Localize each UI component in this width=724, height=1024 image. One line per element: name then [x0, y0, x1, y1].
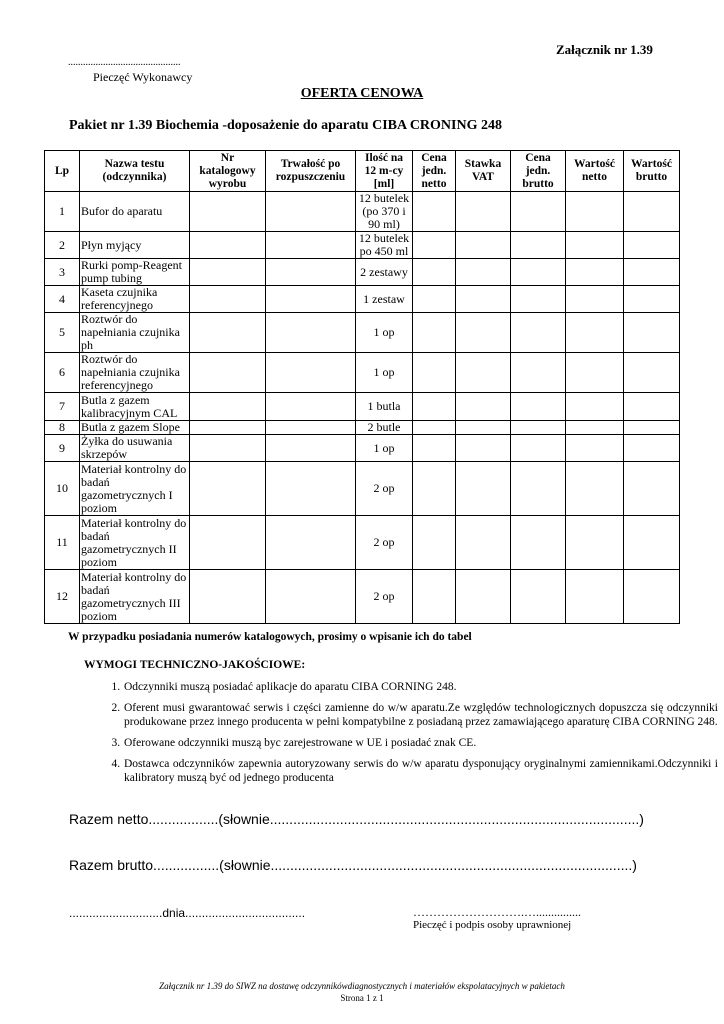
unit-net-price-cell[interactable]: [413, 313, 456, 353]
gross-value-cell[interactable]: [624, 393, 680, 421]
gross-value-cell[interactable]: [624, 232, 680, 259]
durability-cell[interactable]: [266, 570, 356, 624]
row-test-name: Materiał kontrolny do badań gazometrycznych I poziom: [80, 462, 190, 516]
gross-value-cell[interactable]: [624, 570, 680, 624]
unit-gross-price-cell[interactable]: [511, 313, 566, 353]
durability-cell[interactable]: [266, 462, 356, 516]
gross-total-line[interactable]: Razem brutto.................(słownie.............................................................................................): [69, 857, 637, 873]
unit-gross-price-cell[interactable]: [511, 462, 566, 516]
row-quantity: 1 op: [356, 435, 413, 462]
vat-rate-cell[interactable]: [456, 393, 511, 421]
gross-value-cell[interactable]: [624, 286, 680, 313]
vat-rate-cell[interactable]: [456, 259, 511, 286]
net-value-cell[interactable]: [566, 192, 624, 232]
unit-net-price-cell[interactable]: [413, 393, 456, 421]
net-value-cell[interactable]: [566, 516, 624, 570]
catalog-number-cell[interactable]: [190, 313, 266, 353]
unit-gross-price-cell[interactable]: [511, 192, 566, 232]
net-value-cell[interactable]: [566, 393, 624, 421]
unit-gross-price-cell[interactable]: [511, 435, 566, 462]
row-quantity: 2 op: [356, 462, 413, 516]
row-quantity: 1 butla: [356, 393, 413, 421]
row-lp: 7: [45, 393, 80, 421]
table-row: [45, 232, 680, 259]
attachment-number: Załącznik nr 1.39: [556, 42, 653, 57]
table-header-row: [45, 151, 680, 192]
catalog-number-cell[interactable]: [190, 435, 266, 462]
row-test-name: Żyłka do usuwania skrzepów: [80, 435, 190, 462]
row-quantity: 1 op: [356, 353, 413, 393]
vat-rate-cell[interactable]: [456, 462, 511, 516]
vat-rate-cell[interactable]: [456, 516, 511, 570]
row-lp: 10: [45, 462, 80, 516]
net-value-cell[interactable]: [566, 353, 624, 393]
row-quantity: 2 op: [356, 570, 413, 624]
row-quantity: 12 butelek (po 370 i 90 ml): [356, 192, 413, 232]
row-lp: 11: [45, 516, 80, 570]
net-value-cell[interactable]: [566, 286, 624, 313]
unit-net-price-cell[interactable]: [413, 259, 456, 286]
row-test-name: Płyn myjący: [80, 232, 190, 259]
durability-cell[interactable]: [266, 353, 356, 393]
row-quantity: 2 butle: [356, 421, 413, 435]
table-row: [45, 259, 680, 286]
col-header-gross-value: Wartość brutto: [624, 151, 680, 192]
net-value-cell[interactable]: [566, 313, 624, 353]
unit-gross-price-cell[interactable]: [511, 259, 566, 286]
table-row: [45, 570, 680, 624]
catalog-number-cell[interactable]: [190, 353, 266, 393]
row-test-name: Materiał kontrolny do badań gazometrycznych II poziom: [80, 516, 190, 570]
col-header-catalog-number: Nr katalogowy wyrobu: [190, 151, 266, 192]
durability-cell[interactable]: [266, 232, 356, 259]
gross-value-cell[interactable]: [624, 192, 680, 232]
unit-net-price-cell[interactable]: [413, 421, 456, 435]
row-quantity: 12 butelek po 450 ml: [356, 232, 413, 259]
unit-gross-price-cell[interactable]: [511, 353, 566, 393]
row-lp: 1: [45, 192, 80, 232]
col-header-unit-net-price: Cena jedn. netto: [413, 151, 456, 192]
unit-net-price-cell[interactable]: [413, 353, 456, 393]
gross-value-cell[interactable]: [624, 313, 680, 353]
table-row: [45, 353, 680, 393]
gross-value-cell[interactable]: [624, 421, 680, 435]
signature-line[interactable]: ……………………….…...............: [413, 905, 581, 919]
col-header-test-name: Nazwa testu (odczynnika): [80, 151, 190, 192]
requirement-item: 2. Oferent musi gwarantować serwis i części zamienne do w/w aparatu.Ze względów technologicznych dopuszcza się odczynniki produkowane przez innego producenta w pełni kompatybilne z posiadaną przez zamawiającego aparaturę CIBA CORNING 248.: [123, 701, 718, 729]
catalog-number-cell[interactable]: [190, 286, 266, 313]
vat-rate-cell[interactable]: [456, 232, 511, 259]
unit-net-price-cell[interactable]: [413, 286, 456, 313]
row-quantity: 2 op: [356, 516, 413, 570]
unit-net-price-cell[interactable]: [413, 232, 456, 259]
net-total-line[interactable]: Razem netto..................(słownie...............................................................................................): [69, 811, 644, 827]
gross-value-cell[interactable]: [624, 516, 680, 570]
row-quantity: 1 op: [356, 313, 413, 353]
catalog-number-cell[interactable]: [190, 192, 266, 232]
durability-cell[interactable]: [266, 286, 356, 313]
gross-value-cell[interactable]: [624, 353, 680, 393]
vat-rate-cell[interactable]: [456, 421, 511, 435]
package-title: Pakiet nr 1.39 Biochemia -doposażenie do aparatu CIBA CRONING 248: [69, 118, 502, 133]
requirement-item: 3. Oferowane odczynniki muszą byc zarejestrowane w UE i posiadać znak CE.: [123, 736, 718, 750]
col-header-vat-rate: Stawka VAT: [456, 151, 511, 192]
row-lp: 9: [45, 435, 80, 462]
col-header-quantity: Ilość na 12 m-cy [ml]: [356, 151, 413, 192]
catalog-number-cell[interactable]: [190, 393, 266, 421]
gross-value-cell[interactable]: [624, 259, 680, 286]
page-number: Strona 1 z 1: [340, 993, 384, 1003]
vat-rate-cell[interactable]: [456, 313, 511, 353]
table-row: [45, 435, 680, 462]
durability-cell[interactable]: [266, 259, 356, 286]
unit-gross-price-cell[interactable]: [511, 570, 566, 624]
catalog-number-cell[interactable]: [190, 462, 266, 516]
contractor-stamp-label: Pieczęć Wykonawcy: [93, 70, 193, 84]
durability-cell[interactable]: [266, 192, 356, 232]
row-test-name: Kaseta czujnika referencyjnego: [80, 286, 190, 313]
unit-gross-price-cell[interactable]: [511, 516, 566, 570]
unit-gross-price-cell[interactable]: [511, 286, 566, 313]
catalog-number-cell[interactable]: [190, 570, 266, 624]
unit-gross-price-cell[interactable]: [511, 393, 566, 421]
vat-rate-cell[interactable]: [456, 192, 511, 232]
table-row: [45, 516, 680, 570]
stamp-dotted-line: .............................................: [68, 57, 181, 68]
net-value-cell[interactable]: [566, 570, 624, 624]
durability-cell[interactable]: [266, 435, 356, 462]
requirements-list: [84, 673, 718, 785]
row-test-name: Roztwór do napełniania czujnika referencyjnego: [80, 353, 190, 393]
unit-net-price-cell[interactable]: [413, 570, 456, 624]
row-quantity: 1 zestaw: [356, 286, 413, 313]
table-row: [45, 313, 680, 353]
row-quantity: 2 zestawy: [356, 259, 413, 286]
row-lp: 4: [45, 286, 80, 313]
unit-gross-price-cell[interactable]: [511, 421, 566, 435]
catalog-number-cell[interactable]: [190, 259, 266, 286]
row-lp: 5: [45, 313, 80, 353]
row-lp: 6: [45, 353, 80, 393]
row-test-name: Rurki pomp-Reagent pump tubing: [80, 259, 190, 286]
requirement-item: 1. Odczynniki muszą posiadać aplikacje do aparatu CIBA CORNING 248.: [123, 680, 718, 694]
row-test-name: Roztwór do napełniania czujnika ph: [80, 313, 190, 353]
vat-rate-cell[interactable]: [456, 353, 511, 393]
row-test-name: Bufor do aparatu: [80, 192, 190, 232]
durability-cell[interactable]: [266, 313, 356, 353]
row-lp: 3: [45, 259, 80, 286]
table-row: [45, 393, 680, 421]
table-row: [45, 421, 680, 435]
row-test-name: Butla z gazem Slope: [80, 421, 190, 435]
unit-net-price-cell[interactable]: [413, 435, 456, 462]
footer-text: Załącznik nr 1.39 do SIWZ na dostawę odczynnikówdiagnostycznych i materiałów ekspolatacyjnych w pakietach: [159, 981, 565, 991]
requirement-item: 4. Dostawca odczynników zapewnia autoryzowany serwis do w/w aparatu dysponujący oryginalnymi zamiennikami.Odczynniki i kalibratory muszą być od jednego producenta: [123, 757, 718, 785]
col-header-unit-gross-price: Cena jedn. brutto: [511, 151, 566, 192]
col-header-durability: Trwałość po rozpuszczeniu: [266, 151, 356, 192]
col-header-lp: Lp: [45, 151, 80, 192]
net-value-cell[interactable]: [566, 435, 624, 462]
unit-gross-price-cell[interactable]: [511, 232, 566, 259]
durability-cell[interactable]: [266, 393, 356, 421]
unit-net-price-cell[interactable]: [413, 192, 456, 232]
document-title: OFERTA CENOWA: [300, 86, 424, 101]
signature-label: Pieczęć i podpis osoby uprawnionej: [413, 919, 572, 931]
catalog-number-note: W przypadku posiadania numerów katalogowych, prosimy o wpisanie ich do tabel: [68, 631, 472, 643]
catalog-number-cell[interactable]: [190, 421, 266, 435]
price-offer-table: [44, 150, 680, 624]
net-value-cell[interactable]: [566, 421, 624, 435]
requirements-title: WYMOGI TECHNICZNO-JAKOŚCIOWE:: [84, 659, 306, 671]
table-row: [45, 192, 680, 232]
vat-rate-cell[interactable]: [456, 286, 511, 313]
unit-net-price-cell[interactable]: [413, 516, 456, 570]
vat-rate-cell[interactable]: [456, 570, 511, 624]
row-test-name: Butla z gazem kalibracyjnym CAL: [80, 393, 190, 421]
catalog-number-cell[interactable]: [190, 232, 266, 259]
gross-value-cell[interactable]: [624, 435, 680, 462]
catalog-number-cell[interactable]: [190, 516, 266, 570]
durability-cell[interactable]: [266, 421, 356, 435]
durability-cell[interactable]: [266, 516, 356, 570]
table-row: [45, 462, 680, 516]
vat-rate-cell[interactable]: [456, 435, 511, 462]
row-lp: 12: [45, 570, 80, 624]
net-value-cell[interactable]: [566, 259, 624, 286]
net-value-cell[interactable]: [566, 232, 624, 259]
place-date-line[interactable]: ............................dnia....................................: [69, 906, 306, 920]
row-test-name: Materiał kontrolny do badań gazometrycznych III poziom: [80, 570, 190, 624]
gross-value-cell[interactable]: [624, 462, 680, 516]
row-lp: 8: [45, 421, 80, 435]
unit-net-price-cell[interactable]: [413, 462, 456, 516]
col-header-net-value: Wartość netto: [566, 151, 624, 192]
net-value-cell[interactable]: [566, 462, 624, 516]
table-row: [45, 286, 680, 313]
row-lp: 2: [45, 232, 80, 259]
